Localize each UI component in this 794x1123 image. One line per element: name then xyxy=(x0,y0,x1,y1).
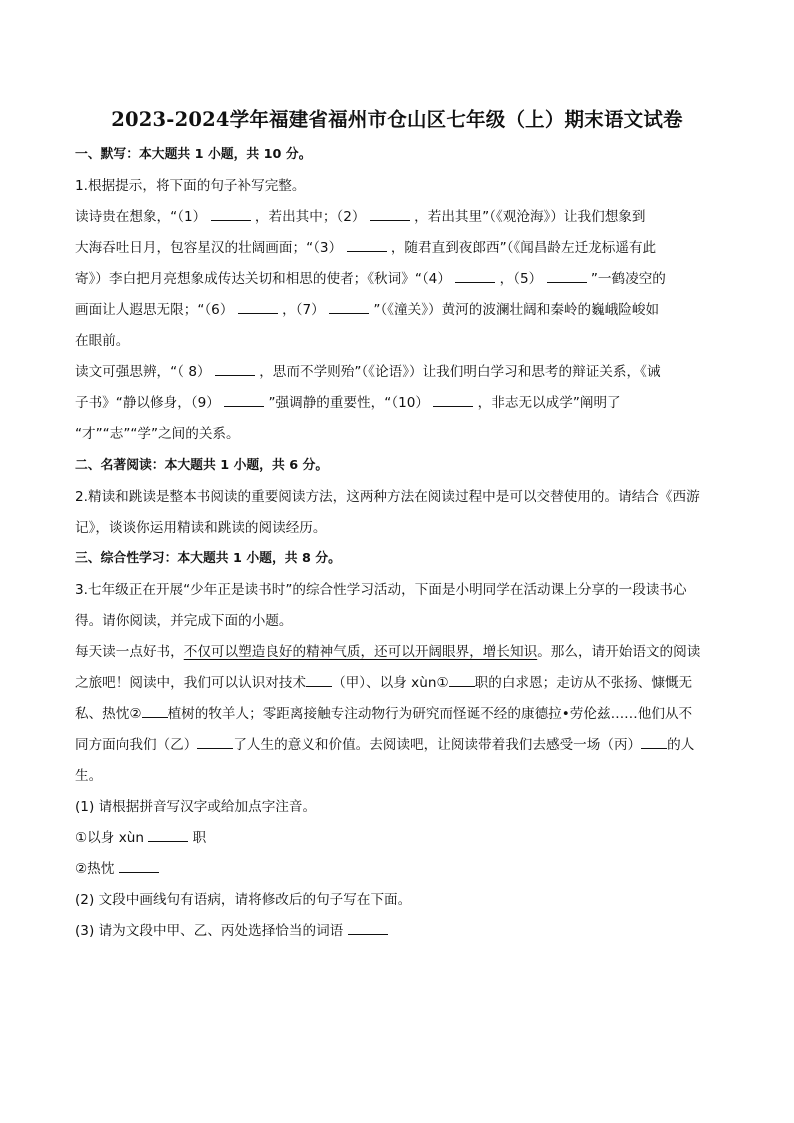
passage-text: 的人 xyxy=(667,737,695,753)
sub-question-2: (2) 文段中画线句有语病，请将修改后的句子写在下面。 xyxy=(75,892,412,908)
answer-blank-words[interactable] xyxy=(348,921,388,935)
passage-text: 了人生的意义和价值。去阅读吧，让阅读带着我们去感受一场（丙） xyxy=(233,737,642,753)
answer-blank-chen[interactable] xyxy=(119,859,159,873)
question-3-line-1: 3.七年级正在开展“少年正是读书时”的综合性学习活动，下面是小明同学在活动课上分享的一段读书心 xyxy=(75,582,687,598)
answer-blank-5[interactable] xyxy=(547,269,587,283)
q1-text: ”（《潼关》）黄河的波澜壮阔和秦岭的巍峨险峻如 xyxy=(373,302,660,318)
passage-text: 之旅吧！阅读中，我们可以认识对技术 xyxy=(75,675,307,691)
answer-blank-9[interactable] xyxy=(224,393,264,407)
sub-text: ②热忱 xyxy=(75,861,115,877)
underlined-sentence: 不仅可以塑造良好的精神气质，还可以开阔眼界，增长知识 xyxy=(183,644,538,660)
sub-question-1b xyxy=(75,859,159,879)
page-title: 2023-2024学年福建省福州市仓山区七年级（上）期末语文试卷 xyxy=(111,108,683,131)
q1-text: 大海吞吐日月，包容星汉的壮阔画面；“（3） xyxy=(75,240,343,256)
question-2-line-1: 2.精读和跳读是整本书阅读的重要阅读方法，这两种方法在阅读过程中是可以交替使用的。请结合《西游 xyxy=(75,489,700,505)
q1-line-4 xyxy=(75,300,659,320)
answer-blank-6[interactable] xyxy=(238,300,278,314)
section-heading-3: 三、综合性学习：本大题共 1 小题，共 8 分。 xyxy=(75,551,341,566)
q1-text: ，若出其里”（《观沧海》）让我们想象到 xyxy=(414,209,646,225)
passage-line-2 xyxy=(75,673,692,693)
passage-text: 职的白求恩；走访从不张扬、慷慨无 xyxy=(474,675,693,691)
passage-text: 同方面向我们（乙） xyxy=(75,737,198,753)
answer-blank-10[interactable] xyxy=(433,393,473,407)
sub-text: 职 xyxy=(192,830,207,846)
sub-question-1: (1) 请根据拼音写汉字或给加点字注音。 xyxy=(75,799,317,815)
passage-text: 。那么，请开始语文的阅读 xyxy=(537,644,701,660)
q1-text: 寄》）李白把月亮想象成传达关切和相思的使者；《秋词》“（4） xyxy=(75,271,451,287)
section-heading-1: 一、默写：本大题共 1 小题，共 10 分。 xyxy=(75,147,312,162)
answer-blank-7[interactable] xyxy=(329,300,369,314)
q1-line-2 xyxy=(75,238,656,258)
blank-yi[interactable] xyxy=(197,735,233,749)
passage-line-5: 生。 xyxy=(75,768,103,784)
passage-text: 植树的牧羊人；零距离接触专注动物行为研究而怪诞不经的康德拉•劳伦兹……他们从不 xyxy=(167,706,693,722)
q1-text: ，非志无以成学”阐明了 xyxy=(477,395,621,411)
q1-line-1 xyxy=(75,207,646,227)
question-2-line-2: 记》，谈谈你运用精读和跳读的阅读经历。 xyxy=(75,520,327,536)
blank-jia[interactable] xyxy=(306,673,332,687)
q1-text: 读文可强思辨，“（ 8） xyxy=(75,364,211,380)
answer-blank-3[interactable] xyxy=(347,238,387,252)
blank-bing[interactable] xyxy=(641,735,667,749)
passage-line-1 xyxy=(75,642,700,662)
blank-chen[interactable] xyxy=(142,704,168,718)
q1-text: ”强调静的重要性，“（10） xyxy=(268,395,430,411)
answer-blank-xun[interactable] xyxy=(148,828,188,842)
question-3-line-2: 得。请你阅读，并完成下面的小题。 xyxy=(75,613,293,629)
answer-blank-8[interactable] xyxy=(215,362,255,376)
sub-text: (3) 请为文段中甲、乙、丙处选择恰当的词语 xyxy=(75,923,344,939)
passage-text: 每天读一点好书， xyxy=(75,644,184,660)
question-1-stem: 1.根据提示，将下面的句子补写完整。 xyxy=(75,178,306,194)
q1-text: ，思而不学则殆”（《论语》）让我们明白学习和思考的辩证关系，《诫 xyxy=(259,364,661,380)
q1-line-5: 在眼前。 xyxy=(75,333,130,349)
q1-text: 读诗贵在想象，“（1） xyxy=(75,209,207,225)
q1-text: ，随君直到夜郎西”（《闻昌龄左迁龙标遥有此 xyxy=(390,240,657,256)
q1-text: 子书》“静以修身，（9） xyxy=(75,395,220,411)
answer-blank-4[interactable] xyxy=(455,269,495,283)
blank-xun[interactable] xyxy=(449,673,475,687)
q1-line-7 xyxy=(75,393,621,413)
q1-line-3 xyxy=(75,269,666,289)
q1-text: ，（7） xyxy=(282,302,325,318)
q1-line-8: “才”“志”“学”之间的关系。 xyxy=(75,426,240,442)
passage-line-3 xyxy=(75,704,692,724)
sub-question-1a xyxy=(75,828,206,848)
passage-text: （甲）、以身 xùn① xyxy=(332,675,449,691)
passage-text: 私、热忱② xyxy=(75,706,142,722)
q1-text: 画面让人遐思无限；“（6） xyxy=(75,302,234,318)
answer-blank-1[interactable] xyxy=(211,207,251,221)
q1-text: ，若出其中；（2） xyxy=(254,209,366,225)
passage-line-4 xyxy=(75,735,694,755)
q1-text: ，（5） xyxy=(499,271,543,287)
q1-text: ”一鹤凌空的 xyxy=(590,271,666,287)
section-heading-2: 二、名著阅读：本大题共 1 小题，共 6 分。 xyxy=(75,458,329,473)
q1-line-6 xyxy=(75,362,660,382)
answer-blank-2[interactable] xyxy=(370,207,410,221)
sub-text: ①以身 xùn xyxy=(75,830,144,846)
sub-question-3 xyxy=(75,921,388,941)
